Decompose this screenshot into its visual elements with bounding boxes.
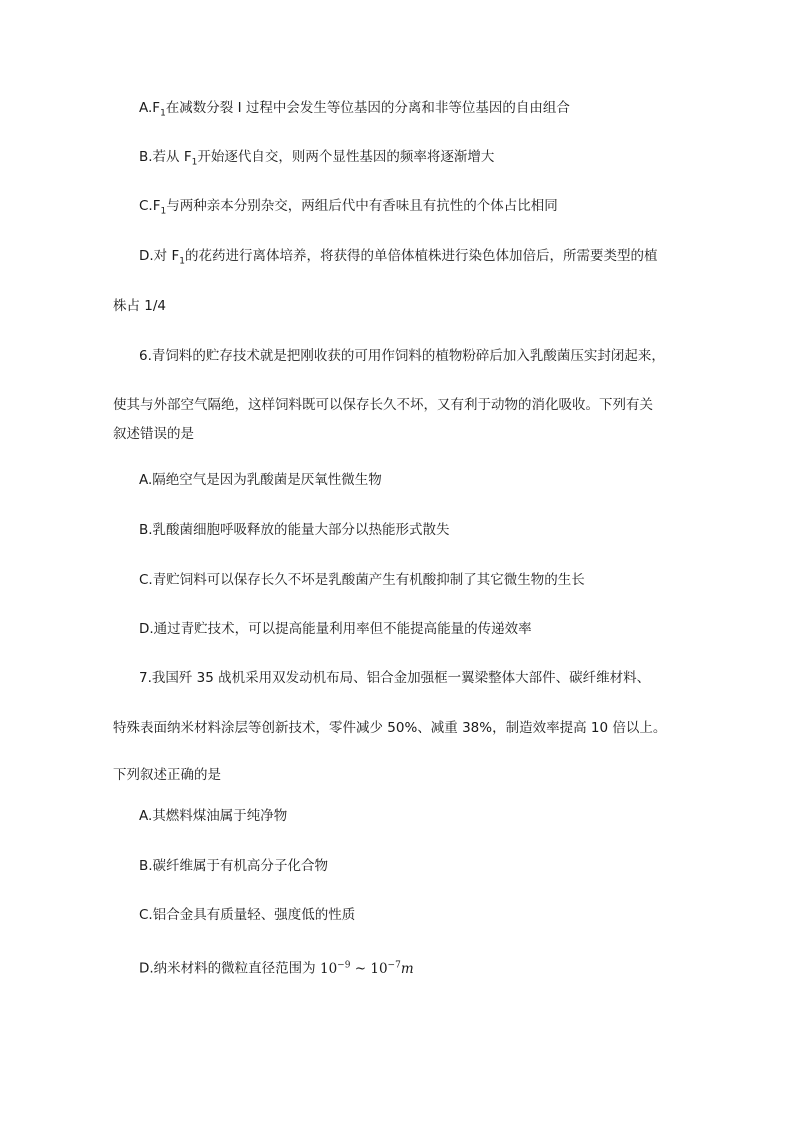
q7-option-c: C.铝合金具有质量轻、强度低的性质 <box>139 907 356 923</box>
q6-stem-line-3: 叙述错误的是 <box>113 426 194 442</box>
q7-option-d-formula: $10^{-9}$ ~ $10^{-7}m$ <box>319 960 414 977</box>
q6-option-d: D.通过青贮技术，可以提高能量利用率但不能提高能量的传递效率 <box>139 621 532 637</box>
q5-option-d: D.对 $F_1$的花药进行离体培养，将获得的单倍体植株进行染色体加倍后，所需要类型的植 <box>139 248 658 267</box>
q7-option-a: A.其燃料煤油属于纯净物 <box>139 808 288 824</box>
q5-option-c: $C.F_1$与两种亲本分别杂交，两组后代中有香味且有抗性的个体占比相同 <box>139 198 558 217</box>
q6-option-c: C.青贮饲料可以保存长久不坏是乳酸菌产生有机酸抑制了其它微生物的生长 <box>139 572 585 588</box>
q7-option-b: B.碳纤维属于有机高分子化合物 <box>139 858 329 874</box>
q7-stem-line-3: 下列叙述正确的是 <box>113 767 221 783</box>
q7-stem-line-2: 特殊表面纳米材料涂层等创新技术，零件减少 50%、减重 38%，制造效率提高 10 倍以上。 <box>113 720 667 736</box>
q6-option-a: A.隔绝空气是因为乳酸菌是厌氧性微生物 <box>139 472 382 488</box>
q5-option-d-continuation: 株占 1/4 <box>113 298 167 314</box>
q5-option-a: $A.F_1$在减数分裂 I 过程中会发生等位基因的分离和非等位基因的自由组合 <box>139 100 570 119</box>
q6-stem-line-2: 使其与外部空气隔绝，这样饲料既可以保存长久不坏，又有利于动物的消化吸收。下列有关 <box>113 397 653 413</box>
q5-option-b: B.若从 $F_1$开始逐代自交，则两个显性基因的频率将逐渐增大 <box>139 149 495 168</box>
q7-stem-line-1: 7.我国歼 35 战机采用双发动机布局、铝合金加强框一翼梁整体大部件、碳纤维材料、 <box>139 670 651 686</box>
q6-stem-line-1: 6.青饲料的贮存技术就是把刚收获的可用作饲料的植物粉碎后加入乳酸菌压实封闭起来， <box>139 348 665 364</box>
q7-option-d: D.纳米材料的微粒直径范围为 $10^{-9}$ ~ $10^{-7}m$ <box>139 960 414 977</box>
q6-option-b: B.乳酸菌细胞呼吸释放的能量大部分以热能形式散失 <box>139 522 450 538</box>
